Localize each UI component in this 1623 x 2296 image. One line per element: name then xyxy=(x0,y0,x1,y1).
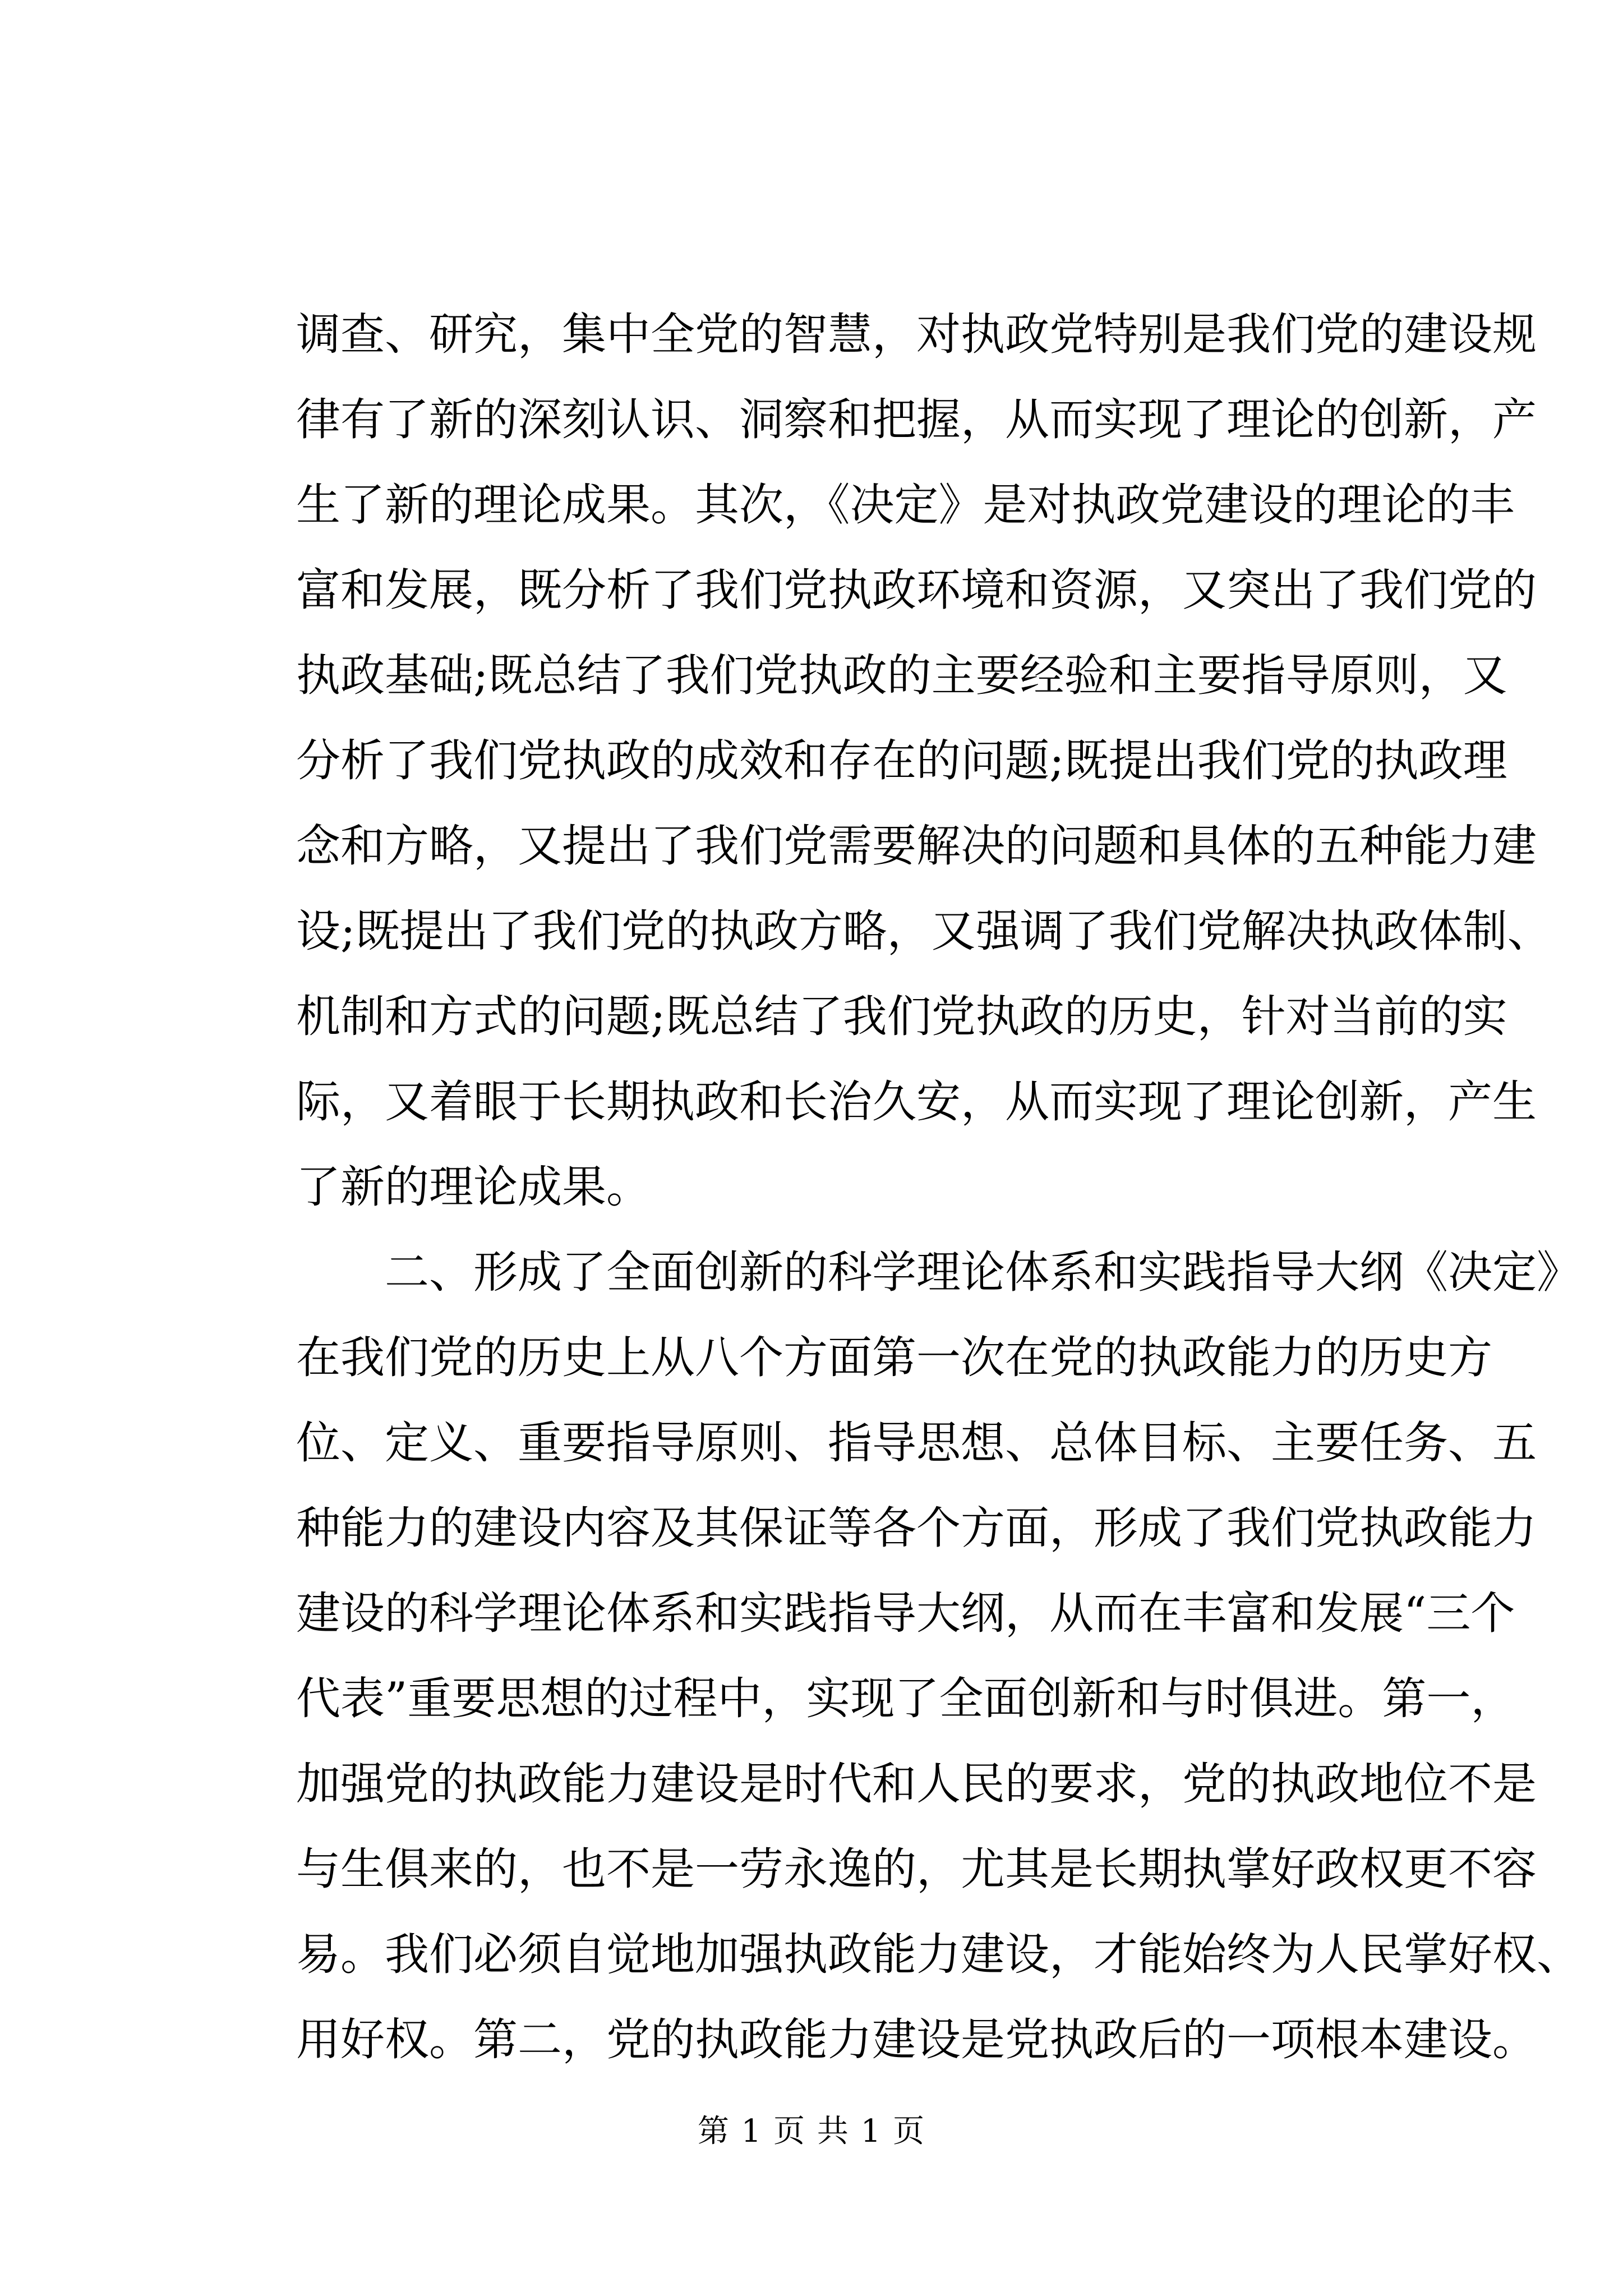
text-line-4: 富和发展，既分析了我们党执政环境和资源，又突出了我们党的 xyxy=(296,564,1537,616)
text-line-19: 与生俱来的，也不是一劳永逸的，尤其是长期执掌好政权更不容 xyxy=(296,1843,1537,1895)
text-line-9: 机制和方式的问题;既总结了我们党执政的历史，针对当前的实 xyxy=(296,991,1507,1042)
text-line-8: 设;既提出了我们党的执政方略，又强调了我们党解决执政体制、 xyxy=(296,905,1552,957)
text-line-16: 建设的科学理论体系和实践指导大纲，从而在丰富和发展“三个 xyxy=(296,1588,1515,1639)
text-line-6: 分析了我们党执政的成效和存在的问题;既提出我们党的执政理 xyxy=(296,735,1507,786)
text-line-3: 生了新的理论成果。其次，《决定》是对执政党建设的理论的丰 xyxy=(296,479,1515,531)
text-line-5: 执政基础;既总结了我们党执政的主要经验和主要指导原则，又 xyxy=(296,650,1507,701)
text-line-14: 位、定义、重要指导原则、指导思想、总体目标、主要任务、五 xyxy=(296,1417,1537,1469)
text-line-17: 代表”重要思想的过程中，实现了全面创新和与时俱进。第一， xyxy=(296,1673,1515,1724)
text-line-10: 际，又着眼于长期执政和长治久安，从而实现了理论创新，产生 xyxy=(296,1076,1537,1128)
text-line-20: 易。我们必须自觉地加强执政能力建设，才能始终为人民掌好权、 xyxy=(296,1929,1581,1980)
page-footer xyxy=(0,2109,1623,2154)
text-line-2: 律有了新的深刻认识、洞察和把握，从而实现了理论的创新，产 xyxy=(296,394,1537,445)
text-line-12: 二、形成了全面创新的科学理论体系和实践指导大纲《决定》 xyxy=(385,1246,1581,1298)
text-line-11: 了新的理论成果。 xyxy=(296,1161,651,1213)
text-line-13: 在我们党的历史上从八个方面第一次在党的执政能力的历史方 xyxy=(296,1332,1492,1383)
text-line-15: 种能力的建设内容及其保证等各个方面，形成了我们党执政能力 xyxy=(296,1502,1537,1554)
page-number-label: 第 1 页 共 1 页 xyxy=(697,2113,926,2150)
text-line-21: 用好权。第二，党的执政能力建设是党执政后的一项根本建设。 xyxy=(296,2014,1537,2065)
text-line-18: 加强党的执政能力建设是时代和人民的要求，党的执政地位不是 xyxy=(296,1758,1537,1810)
document-body xyxy=(296,292,1581,2082)
text-line-1: 调查、研究，集中全党的智慧，对执政党特别是我们党的建设规 xyxy=(296,309,1537,360)
text-line-7: 念和方略，又提出了我们党需要解决的问题和具体的五种能力建 xyxy=(296,820,1537,872)
